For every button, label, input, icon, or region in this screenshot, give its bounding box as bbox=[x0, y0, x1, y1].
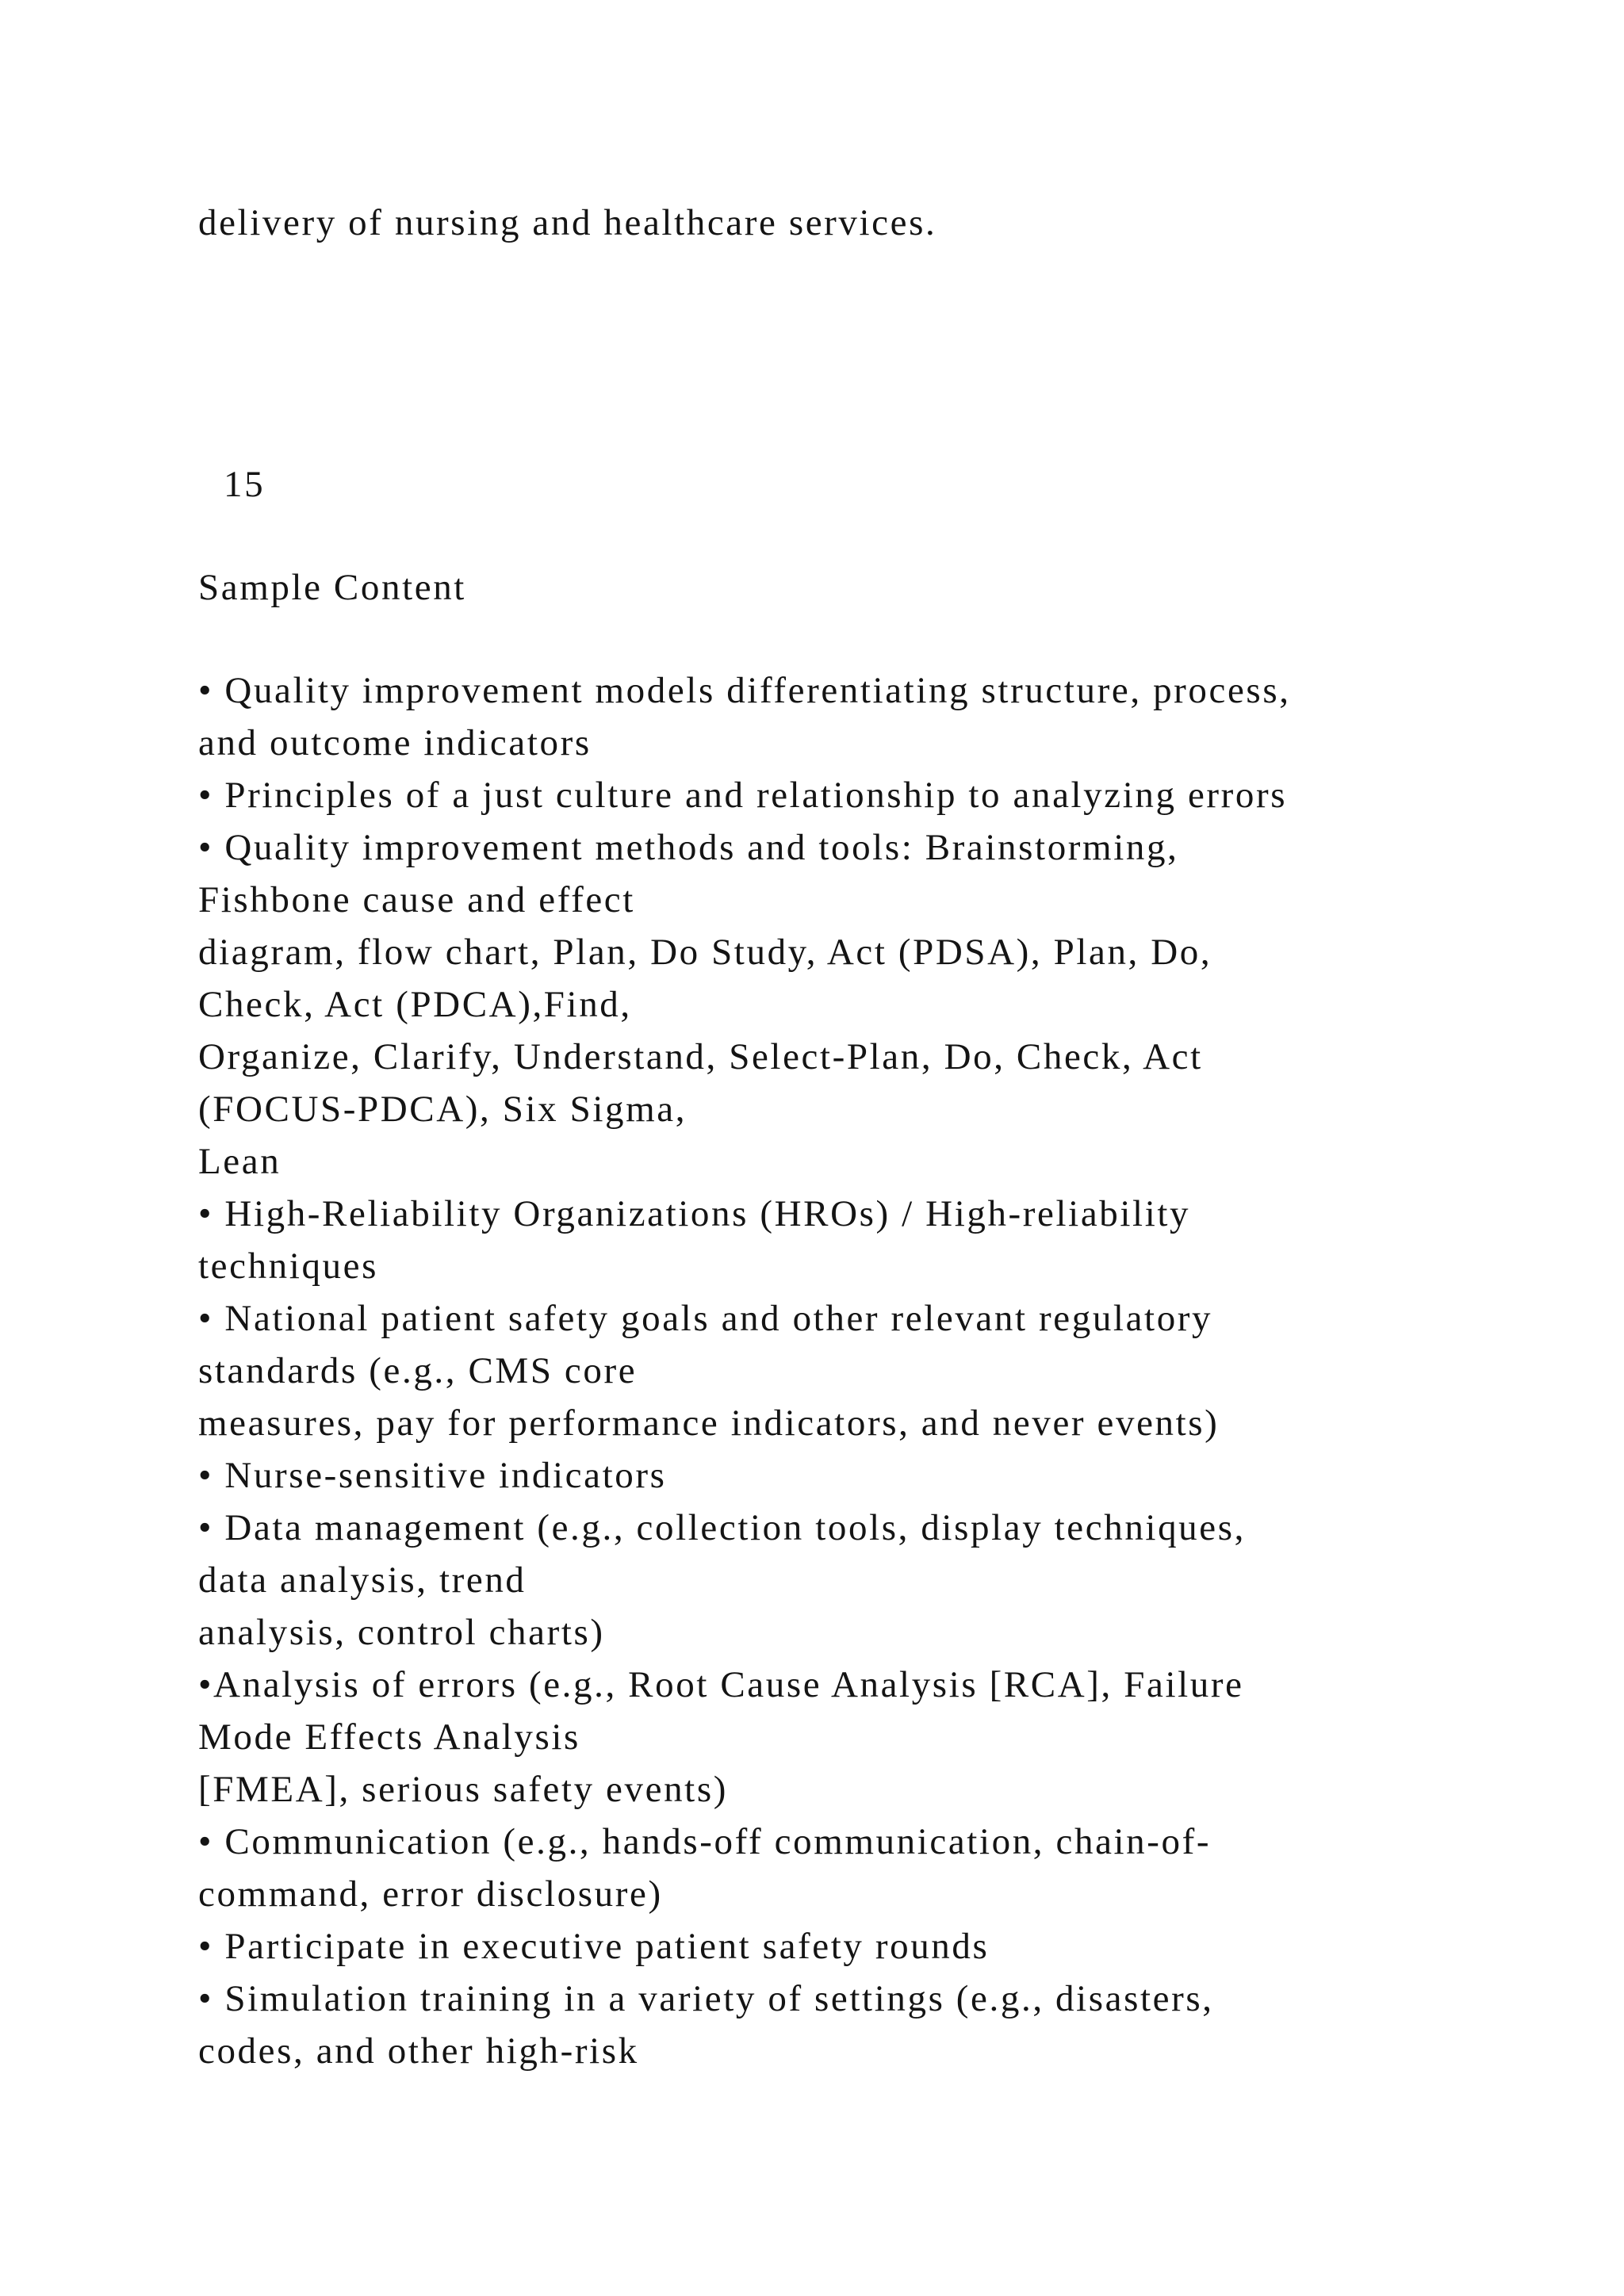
body-text-line: Check, Act (PDCA),Find, bbox=[198, 984, 632, 1025]
bullet-line: • National patient safety goals and other relevant regulatory bbox=[198, 1298, 1213, 1339]
bullet-line: • Simulation training in a variety of settings (e.g., disasters, bbox=[198, 1978, 1214, 2019]
section-heading: Sample Content bbox=[198, 567, 466, 608]
bullet-line: • Principles of a just culture and relationship to analyzing errors bbox=[198, 775, 1288, 816]
body-text-line: (FOCUS-PDCA), Six Sigma, bbox=[198, 1089, 688, 1130]
body-text-line: techniques bbox=[198, 1246, 378, 1287]
page-number: 15 bbox=[224, 464, 266, 505]
body-text-line: Organize, Clarify, Understand, Select-Plan, Do, Check, Act bbox=[198, 1036, 1203, 1077]
bullet-line: •Analysis of errors (e.g., Root Cause Analysis [RCA], Failure bbox=[198, 1664, 1244, 1705]
bullet-line: • Quality improvement models differentiating structure, process, bbox=[198, 670, 1291, 711]
bullet-line: • Nurse-sensitive indicators bbox=[198, 1455, 667, 1496]
body-text-line: analysis, control charts) bbox=[198, 1612, 605, 1653]
body-text-line: codes, and other high-risk bbox=[198, 2030, 639, 2072]
body-text-line: command, error disclosure) bbox=[198, 1873, 663, 1915]
body-text-line: measures, pay for performance indicators, and never events) bbox=[198, 1402, 1220, 1444]
body-text-line: and outcome indicators bbox=[198, 722, 592, 763]
bullet-line: • Data management (e.g., collection tools, display techniques, bbox=[198, 1507, 1246, 1548]
bullet-line: • Participate in executive patient safety rounds bbox=[198, 1926, 990, 1967]
body-text-line: data analysis, trend bbox=[198, 1559, 527, 1601]
body-text-line: Mode Effects Analysis bbox=[198, 1716, 580, 1758]
bullet-line: • Quality improvement methods and tools: Brainstorming, bbox=[198, 827, 1179, 868]
body-text-line: delivery of nursing and healthcare services. bbox=[198, 202, 937, 243]
body-text-line: diagram, flow chart, Plan, Do Study, Act (PDSA), Plan, Do, bbox=[198, 932, 1212, 973]
bullet-line: • High-Reliability Organizations (HROs) / High-reliability bbox=[198, 1193, 1191, 1234]
body-text-line: Lean bbox=[198, 1141, 282, 1182]
body-text-line: [FMEA], serious safety events) bbox=[198, 1769, 728, 1810]
body-text-line: Fishbone cause and effect bbox=[198, 879, 635, 920]
body-text-line: standards (e.g., CMS core bbox=[198, 1350, 638, 1391]
bullet-line: • Communication (e.g., hands-off communication, chain-of- bbox=[198, 1821, 1212, 1862]
